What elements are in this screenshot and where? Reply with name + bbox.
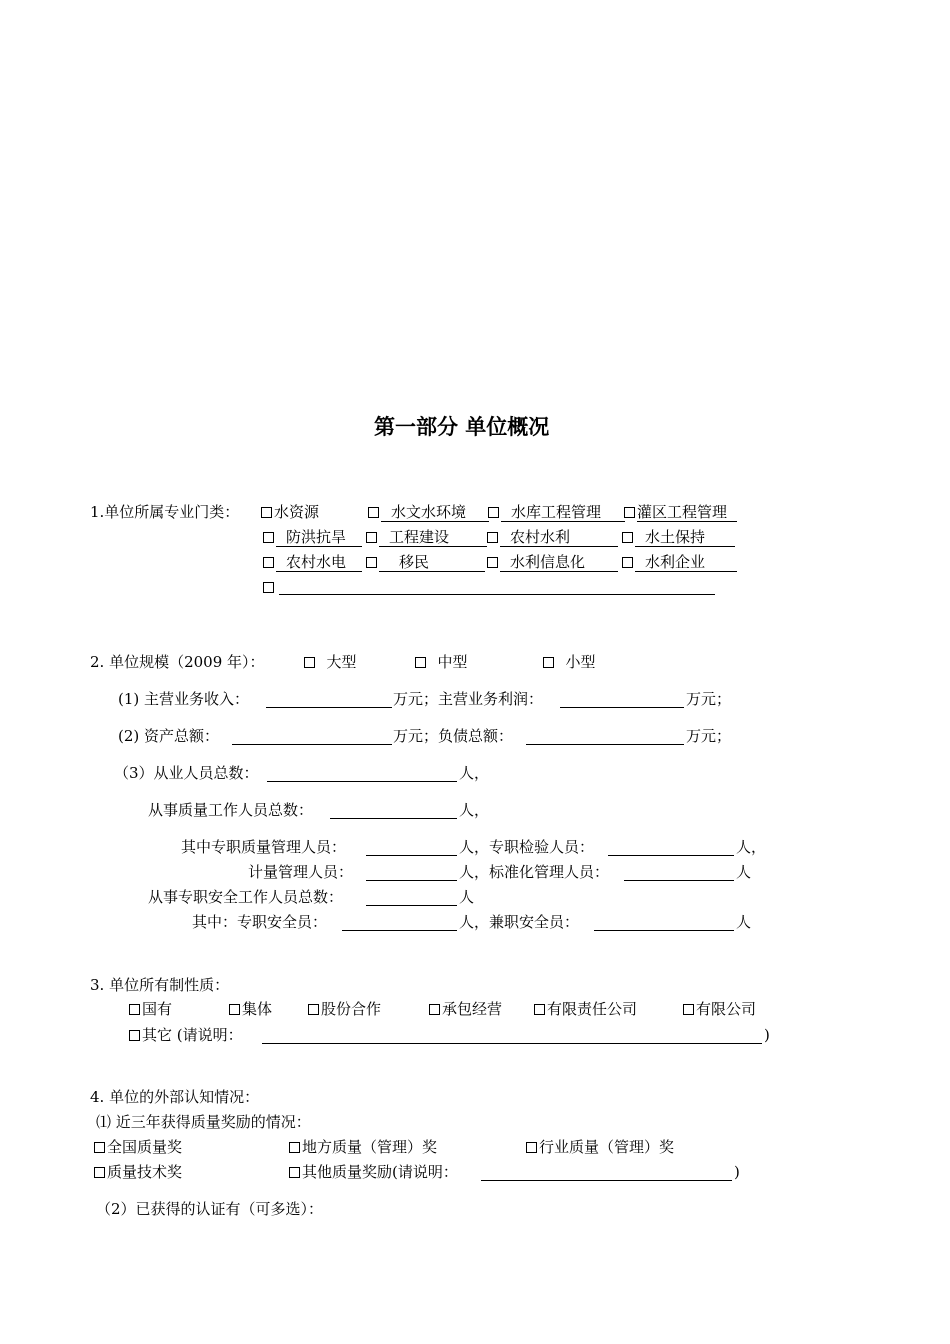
section1-label: 1.单位所属专业门类： [90, 503, 240, 521]
profit-field[interactable] [560, 707, 684, 708]
profit-label: 万元；主营业务利润： [393, 690, 544, 708]
checkbox-item[interactable]: 水文水环境 [368, 503, 489, 522]
qm-field[interactable] [366, 855, 457, 856]
checkbox-box[interactable] [263, 532, 274, 543]
ownership-other-field[interactable] [262, 1043, 762, 1044]
ownership-option[interactable]: 有限公司 [683, 1000, 756, 1018]
checkbox-box[interactable] [289, 1167, 300, 1178]
assets-label: (2) 资产总额： [118, 727, 220, 745]
checkbox-box[interactable] [488, 507, 499, 518]
checkbox-box[interactable] [263, 582, 274, 593]
checkbox-item[interactable]: 农村水利 [487, 528, 618, 547]
checkbox-item[interactable]: 水资源 [261, 503, 319, 521]
ownership-option[interactable]: 承包经营 [429, 1000, 502, 1018]
checkbox-box[interactable] [534, 1004, 545, 1015]
safety-officer-label: 其中：专职安全员： [192, 913, 328, 931]
checkbox-box[interactable] [94, 1142, 105, 1153]
unit-label: 人 [459, 888, 475, 906]
checkbox-box[interactable] [683, 1004, 694, 1015]
checkbox-item[interactable]: 水利企业 [622, 553, 737, 572]
checkbox-box[interactable] [622, 557, 633, 568]
checkbox-box[interactable] [289, 1142, 300, 1153]
revenue-label: (1) 主营业务收入： [118, 690, 250, 708]
section3-label: 3. 单位所有制性质： [90, 976, 230, 994]
staff-field[interactable] [267, 781, 457, 782]
checkbox-item[interactable]: 水土保持 [622, 528, 735, 547]
standard-label: 人，标准化管理人员： [459, 863, 610, 881]
parttime-label: 人，兼职安全员： [459, 913, 580, 931]
size-option[interactable]: 大型 [304, 653, 357, 671]
checkbox-item[interactable]: 水利信息化 [487, 553, 618, 572]
unit-label: 万元； [686, 690, 732, 708]
inspect-field[interactable] [608, 855, 734, 856]
revenue-field[interactable] [266, 707, 392, 708]
inspect-label: 人，专职检验人员： [459, 838, 595, 856]
checkbox-box[interactable] [526, 1142, 537, 1153]
checkbox-item[interactable]: 移民 [366, 553, 485, 572]
checkbox-box[interactable] [429, 1004, 440, 1015]
size-option[interactable]: 小型 [543, 653, 596, 671]
award-option[interactable]: 行业质量（管理）奖 [526, 1138, 674, 1156]
ownership-option[interactable]: 股份合作 [308, 1000, 381, 1018]
section2-label: 2. 单位规模（2009 年）： [90, 653, 265, 671]
staff-label: （3）从业人员总数： [114, 764, 259, 782]
checkbox-item[interactable]: 灌区工程管理 [624, 503, 737, 522]
quality-staff-field[interactable] [330, 818, 457, 819]
checkbox-box[interactable] [622, 532, 633, 543]
awards-subheading: ⑴ 近三年获得质量奖励的情况： [96, 1113, 311, 1131]
unit-label: 人， [736, 838, 767, 856]
checkbox-box[interactable] [366, 532, 377, 543]
other-fill-line[interactable] [279, 594, 715, 595]
metrology-field[interactable] [366, 880, 457, 881]
quality-staff-label: 从事质量工作人员总数： [148, 801, 314, 819]
standard-field[interactable] [624, 880, 734, 881]
size-option[interactable]: 中型 [415, 653, 468, 671]
checkbox-box[interactable] [261, 507, 272, 518]
certifications-subheading: （2）已获得的认证有（可多选）： [96, 1200, 324, 1218]
liabilities-label: 万元；负债总额： [393, 727, 514, 745]
award-option[interactable]: 全国质量奖 [94, 1138, 182, 1156]
ownership-option[interactable]: 国有 [129, 1000, 172, 1018]
qm-label: 其中专职质量管理人员： [181, 838, 347, 856]
unit-label: 人 [736, 913, 752, 931]
checkbox-item[interactable]: 工程建设 [366, 528, 487, 547]
checkbox-box[interactable] [366, 557, 377, 568]
safety-officer-field[interactable] [342, 930, 457, 931]
checkbox-other[interactable] [263, 578, 276, 596]
checkbox-item[interactable]: 防洪抗旱 [263, 528, 362, 547]
award-other-field[interactable] [481, 1180, 732, 1181]
checkbox-box[interactable] [229, 1004, 240, 1015]
checkbox-item[interactable]: 农村水电 [263, 553, 362, 572]
award-other[interactable]: 其他质量奖励(请说明： [289, 1163, 458, 1181]
checkbox-box[interactable] [415, 657, 426, 668]
checkbox-box[interactable] [368, 507, 379, 518]
close-paren: ) [734, 1163, 740, 1181]
checkbox-item[interactable]: 水库工程管理 [488, 503, 625, 522]
liabilities-field[interactable] [526, 744, 684, 745]
ownership-option[interactable]: 集体 [229, 1000, 272, 1018]
close-paren: ) [764, 1026, 770, 1044]
unit-label: 人， [459, 801, 490, 819]
section4-label: 4. 单位的外部认知情况： [90, 1088, 260, 1106]
assets-field[interactable] [232, 744, 392, 745]
checkbox-box[interactable] [308, 1004, 319, 1015]
unit-label: 人 [736, 863, 752, 881]
ownership-other[interactable]: 其它 (请说明： [129, 1026, 243, 1044]
ownership-option[interactable]: 有限责任公司 [534, 1000, 637, 1018]
page-title: 第一部分 单位概况 [374, 415, 550, 439]
checkbox-box[interactable] [624, 507, 635, 518]
checkbox-box[interactable] [129, 1004, 140, 1015]
checkbox-box[interactable] [487, 557, 498, 568]
safety-label: 从事专职安全工作人员总数： [148, 888, 344, 906]
metrology-label: 计量管理人员： [248, 863, 354, 881]
checkbox-box[interactable] [543, 657, 554, 668]
award-option[interactable]: 地方质量（管理）奖 [289, 1138, 437, 1156]
unit-label: 万元； [686, 727, 732, 745]
checkbox-box[interactable] [487, 532, 498, 543]
checkbox-box[interactable] [94, 1167, 105, 1178]
checkbox-box[interactable] [129, 1030, 140, 1041]
checkbox-box[interactable] [304, 657, 315, 668]
award-option[interactable]: 质量技术奖 [94, 1163, 182, 1181]
parttime-field[interactable] [594, 930, 734, 931]
checkbox-box[interactable] [263, 557, 274, 568]
unit-label: 人， [459, 764, 490, 782]
safety-field[interactable] [366, 905, 457, 906]
